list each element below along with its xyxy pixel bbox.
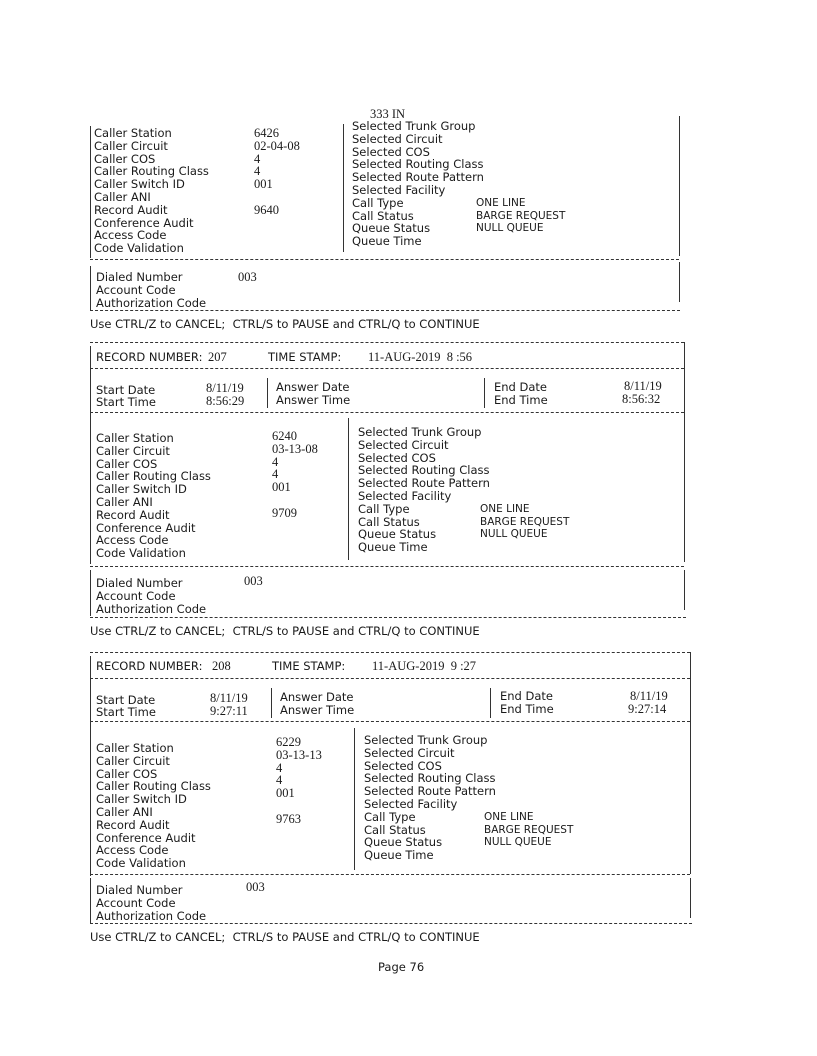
record-number: 208 <box>212 659 231 673</box>
left-labels: Caller Station Caller Circuit Caller COS Caller Routing Class Caller Switch ID Caller ANI Record Audit Conference Audit Access Code Code Validation <box>96 741 211 871</box>
right-border <box>679 116 680 256</box>
end-time: 8:56:32 <box>622 392 661 406</box>
footer-hint: Use CTRL/Z to CANCEL; CTRL/S to PAUSE and CTRL/Q to CONTINUE <box>90 624 480 638</box>
dial-labels: Dialed Number Account Code Authorization Code <box>96 883 207 923</box>
record-number-label: RECORD NUMBER: <box>96 659 203 673</box>
footer-hint: Use CTRL/Z to CANCEL; CTRL/S to PAUSE and CTRL/Q to CONTINUE <box>90 317 480 331</box>
divider <box>90 617 686 618</box>
divider <box>90 310 680 311</box>
right-values: ONE LINE BARGE REQUEST NULL QUEUE <box>480 502 570 541</box>
start-time: 9:27:11 <box>210 704 248 718</box>
timestamp-label: TIME STAMP: <box>272 659 346 673</box>
dial-values: 003 <box>244 574 263 588</box>
column-separator <box>343 124 344 252</box>
right-labels: Selected Trunk Group Selected Circuit Selected COS Selected Routing Class Selected Route Pattern Selected Facility Call Type Call Status Queue Status Queue Time <box>364 733 496 863</box>
answer-date-label: Answer Date <box>280 690 354 704</box>
start-time-label: Start Time <box>96 705 156 719</box>
column-separator <box>271 688 272 718</box>
page-number: Page 76 <box>378 960 425 974</box>
left-border <box>90 570 91 616</box>
record-number: 207 <box>208 350 227 364</box>
record-number-label: RECORD NUMBER: <box>96 350 203 364</box>
left-labels: Caller Station Caller Circuit Caller COS Caller Routing Class Caller Switch ID Caller ANI Record Audit Conference Audit Access Code Code Validation <box>96 431 211 561</box>
left-values: 6426 02-04-08 4 4 001 9640 <box>254 126 300 217</box>
right-border <box>690 652 691 874</box>
start-time-label: Start Time <box>96 395 156 409</box>
right-border <box>679 262 680 302</box>
divider <box>90 721 690 722</box>
dial-values: 003 <box>238 270 257 284</box>
timestamp-label: TIME STAMP: <box>268 350 342 364</box>
start-time: 8:56:29 <box>206 394 245 408</box>
end-date: 8/11/19 <box>624 379 662 393</box>
left-border <box>90 346 91 564</box>
start-date: 8/11/19 <box>210 691 248 705</box>
end-date-label: End Date <box>494 380 547 394</box>
end-date: 8/11/19 <box>630 689 668 703</box>
start-date: 8/11/19 <box>206 381 244 395</box>
answer-date-label: Answer Date <box>276 380 350 394</box>
end-time: 9:27:14 <box>628 702 667 716</box>
left-border <box>90 656 91 876</box>
divider <box>90 874 690 875</box>
dial-labels: Dialed Number Account Code Authorization Code <box>96 270 207 310</box>
footer-hint: Use CTRL/Z to CANCEL; CTRL/S to PAUSE and CTRL/Q to CONTINUE <box>90 930 480 944</box>
end-time-label: End Time <box>494 393 548 407</box>
answer-time-label: Answer Time <box>280 703 355 717</box>
right-values: ONE LINE BARGE REQUEST NULL QUEUE <box>484 810 574 849</box>
right-border <box>684 570 685 610</box>
answer-time-label: Answer Time <box>276 393 351 407</box>
left-labels: Caller Station Caller Circuit Caller COS Caller Routing Class Caller Switch ID Caller ANI Record Audit Conference Audit Access Code Code Validation <box>94 126 209 256</box>
divider <box>90 566 684 567</box>
trunk-group-number: 333 IN <box>370 107 406 121</box>
column-separator <box>354 728 355 870</box>
divider <box>90 342 684 343</box>
left-border <box>90 878 91 924</box>
column-separator <box>484 378 485 408</box>
start-date-label: Start Date <box>96 383 156 397</box>
dial-labels: Dialed Number Account Code Authorization Code <box>96 576 207 616</box>
dial-values: 003 <box>246 880 265 894</box>
divider <box>90 259 679 260</box>
column-separator <box>490 688 491 718</box>
start-date-label: Start Date <box>96 693 156 707</box>
column-separator <box>348 418 349 560</box>
column-separator <box>267 378 268 408</box>
left-values: 6240 03-13-08 4 4 001 9709 <box>272 429 318 520</box>
timestamp: 11-AUG-2019 9 :27 <box>372 659 477 673</box>
divider <box>90 368 684 369</box>
right-labels: Selected Trunk Group Selected Circuit Selected COS Selected Routing Class Selected Route Pattern Selected Facility Call Type Call Status Queue Status Queue Time <box>358 425 490 555</box>
right-border <box>684 342 685 562</box>
divider <box>90 652 690 653</box>
divider <box>90 678 690 679</box>
divider <box>90 412 684 413</box>
timestamp: 11-AUG-2019 8 :56 <box>368 350 473 364</box>
end-date-label: End Date <box>500 689 553 703</box>
left-border <box>90 126 91 258</box>
right-border <box>690 878 691 918</box>
right-values: ONE LINE BARGE REQUEST NULL QUEUE <box>476 196 566 235</box>
divider <box>90 923 692 924</box>
end-time-label: End Time <box>500 702 554 716</box>
right-labels: Selected Trunk Group Selected Circuit Selected COS Selected Routing Class Selected Route Pattern Selected Facility Call Type Call Status Queue Status Queue Time <box>352 119 484 249</box>
left-border <box>90 266 91 310</box>
left-values: 6229 03-13-13 4 4 001 9763 <box>276 735 322 826</box>
